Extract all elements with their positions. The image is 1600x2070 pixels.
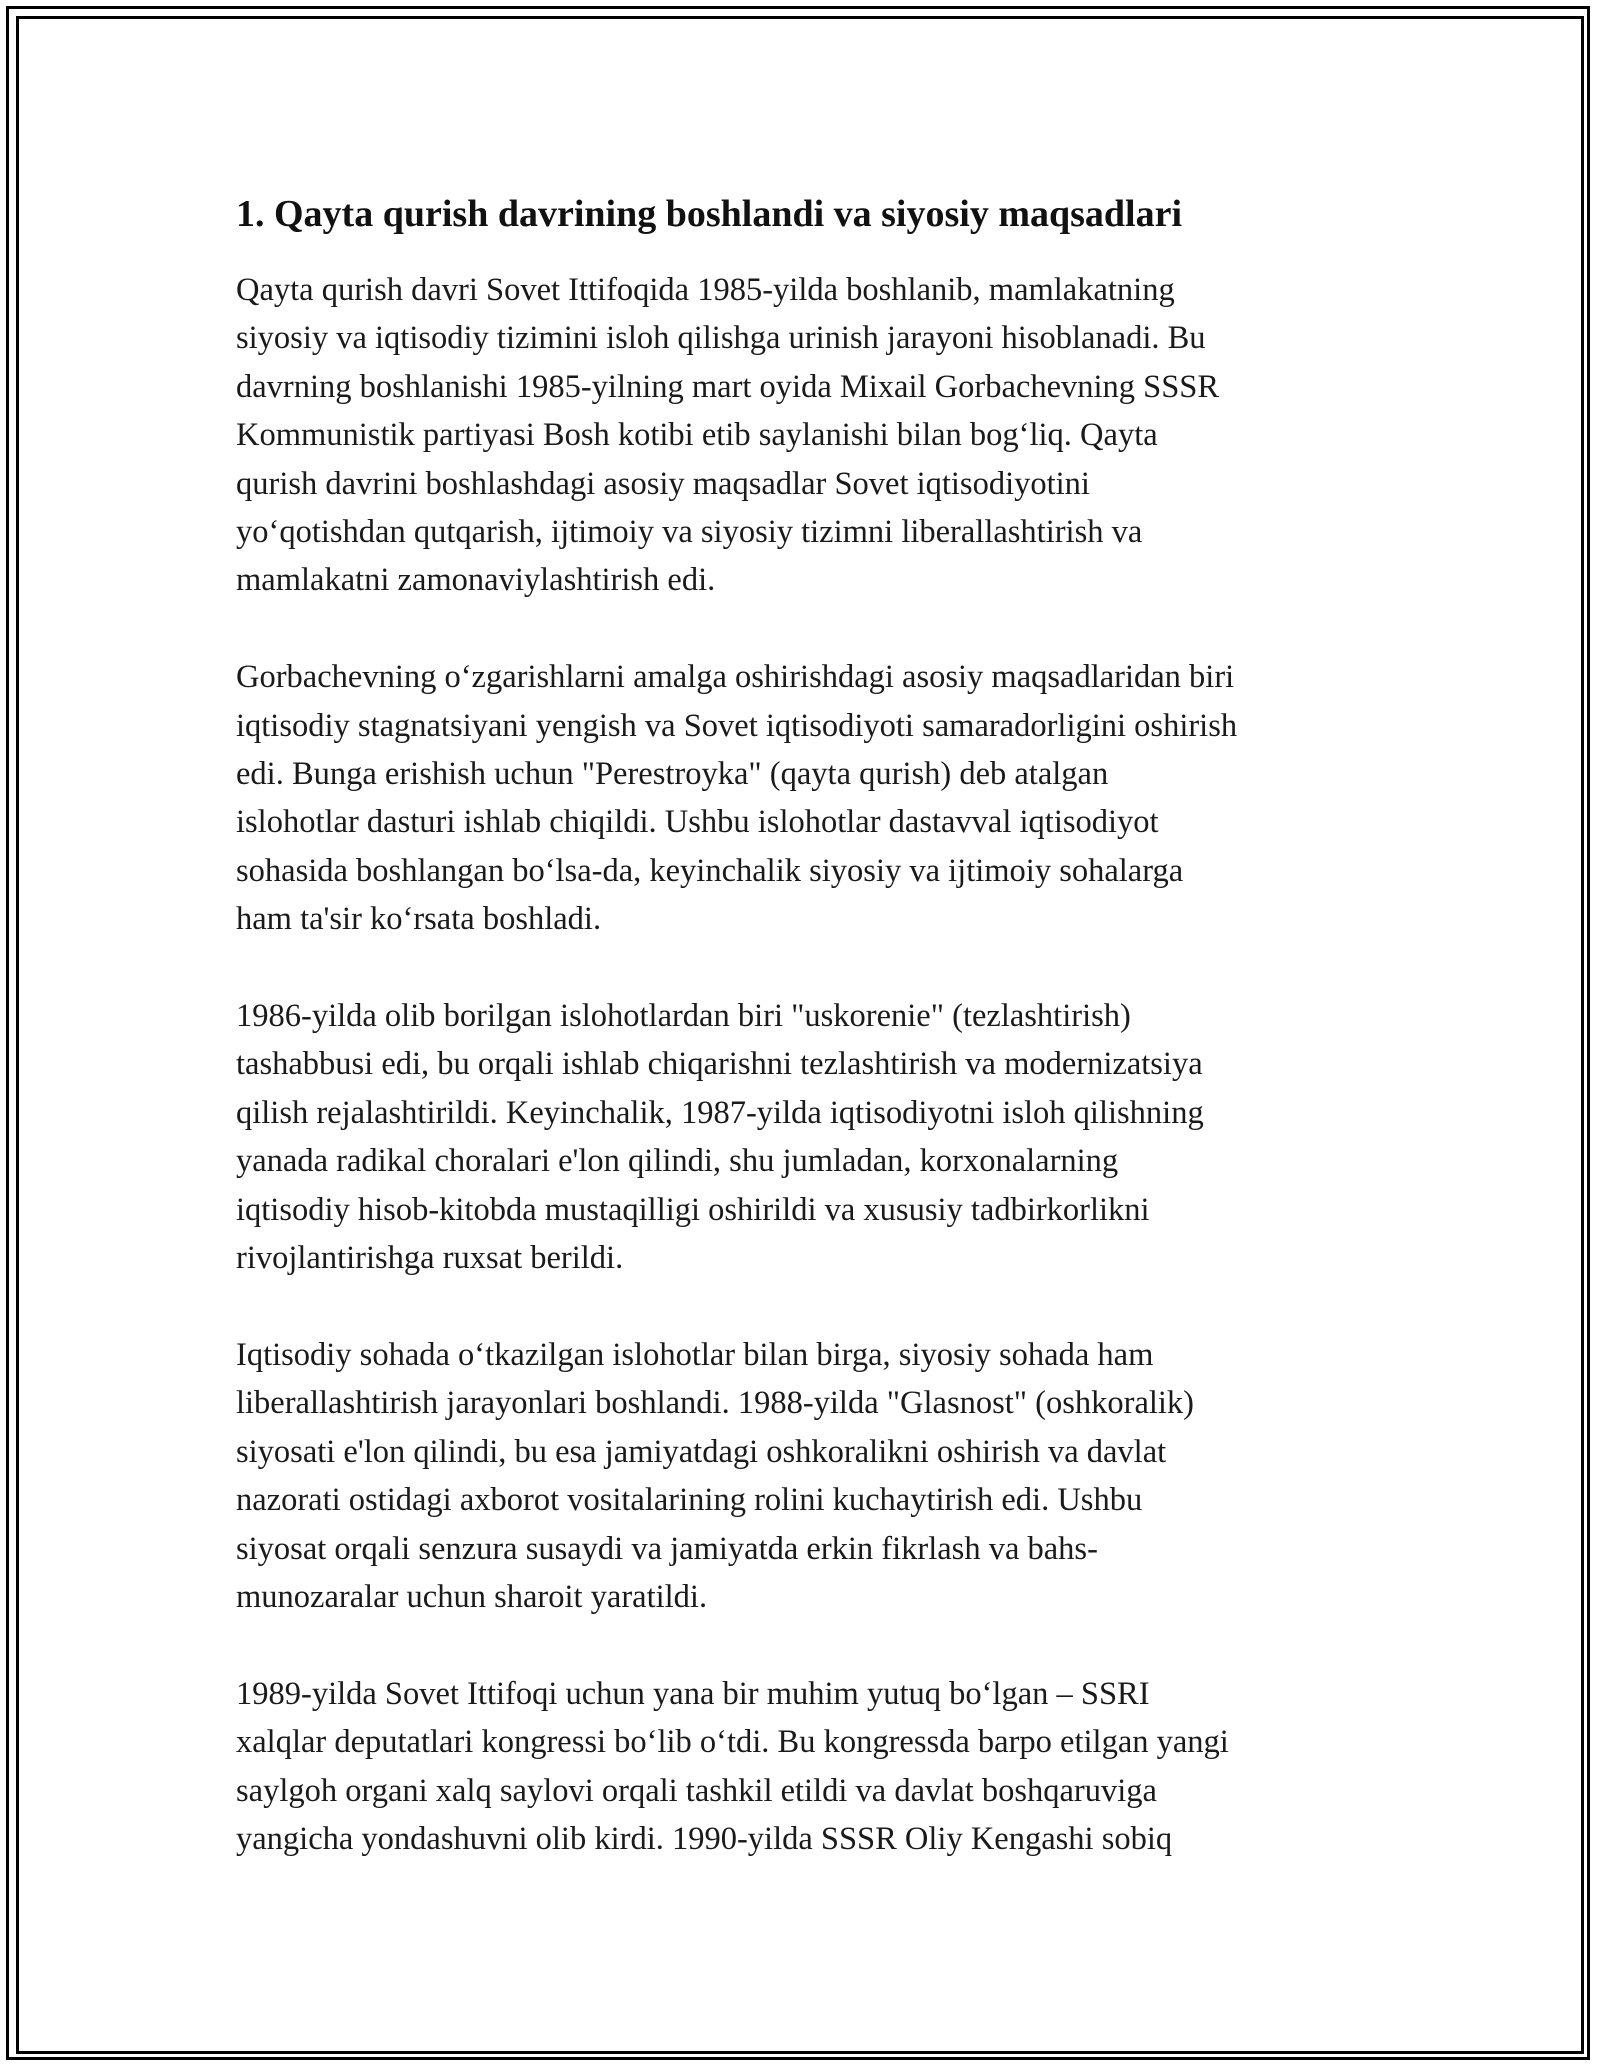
paragraph-4	[236, 1331, 1376, 1621]
section-heading: 1. Qayta qurish davrining boshlandi va siyosiy maqsadlari	[236, 193, 1183, 235]
text-line: 1986-yilda olib borilgan islohotlardan biri "uskorenie" (tezlashtirish)	[236, 998, 1131, 1035]
text-line: ham ta'sir ko‘rsata boshladi.	[236, 901, 602, 938]
text-line: Qayta qurish davri Sovet Ittifoqida 1985-yilda boshlanib, mamlakatning	[236, 272, 1175, 308]
text-line: yanada radikal choralari e'lon qilindi, shu jumladan, korxonalarning	[236, 1143, 1119, 1180]
text-line: sohasida boshlangan bo‘lsa-da, keyinchalik siyosiy va ijtimoiy sohalarga	[236, 852, 1184, 889]
text-line: siyosiy va iqtisodiy tizimini isloh qilishga urinish jarayoni hisoblanadi. Bu	[236, 320, 1206, 357]
text-line: mamlakatni zamonaviylashtirish edi.	[236, 562, 716, 599]
text-line: siyosat orqali senzura susaydi va jamiyatda erkin fikrlash va bahs-	[236, 1530, 1098, 1567]
paragraph-3	[236, 992, 1376, 1282]
text-line: islohotlar dasturi ishlab chiqildi. Ushbu islohotlar dastavval iqtisodiyot	[236, 804, 1159, 841]
text-line: davrning boshlanishi 1985-yilning mart oyida Mixail Gorbachevning SSSR	[236, 368, 1220, 405]
paragraph-1	[236, 266, 1376, 605]
text-line: tashabbusi edi, bu orqali ishlab chiqarishni tezlashtirish va modernizatsiya	[236, 1046, 1203, 1083]
text-line: yangicha yondashuvni olib kirdi. 1990-yilda SSSR Oliy Kengashi sobiq	[236, 1820, 1173, 1857]
text-line: 1989-yilda Sovet Ittifoqi uchun yana bir muhim yutuq bo‘lgan – SSRI	[236, 1675, 1150, 1712]
paragraph-5	[236, 1670, 1376, 1864]
text-line: liberallashtirish jarayonlari boshlandi. 1988-yilda "Glasnost" (oshkoralik)	[236, 1385, 1195, 1422]
text-line: qurish davrini boshlashdagi asosiy maqsadlar Sovet iqtisodiyotini	[236, 465, 1090, 502]
paragraph-2	[236, 653, 1376, 943]
document-body	[236, 188, 1376, 1912]
text-line: saylgoh organi xalq saylovi orqali tashkil etildi va davlat boshqaruviga	[236, 1772, 1157, 1809]
text-line: Iqtisodiy sohada o‘tkazilgan islohotlar bilan birga, siyosiy sohada ham	[236, 1336, 1154, 1373]
text-line: rivojlantirishga ruxsat berildi.	[236, 1240, 624, 1277]
text-line: munozaralar uchun sharoit yaratildi.	[236, 1578, 708, 1615]
text-line: xalqlar deputatlari kongressi bo‘lib o‘tdi. Bu kongressda barpo etilgan yangi	[236, 1724, 1229, 1761]
text-line: yo‘qotishdan qutqarish, ijtimoiy va siyosiy tizimni liberallashtirish va	[236, 514, 1143, 551]
text-line: Gorbachevning o‘zgarishlarni amalga oshirishdagi asosiy maqsadlaridan biri	[236, 659, 1235, 696]
text-line: iqtisodiy hisob-kitobda mustaqilligi oshirildi va xususiy tadbirkorlikni	[236, 1191, 1150, 1228]
text-line: siyosati e'lon qilindi, bu esa jamiyatdagi oshkoralikni oshirish va davlat	[236, 1433, 1167, 1470]
text-line: iqtisodiy stagnatsiyani yengish va Sovet iqtisodiyoti samaradorligini oshirish	[236, 707, 1238, 744]
text-line: Kommunistik partiyasi Bosh kotibi etib saylanishi bilan bog‘liq. Qayta	[236, 417, 1158, 454]
text-line: nazorati ostidagi axborot vositalarining rolini kuchaytirish edi. Ushbu	[236, 1482, 1143, 1519]
text-line: edi. Bunga erishish uchun "Perestroyka" (qayta qurish) deb atalgan	[236, 756, 1109, 793]
text-line: qilish rejalashtirildi. Keyinchalik, 1987-yilda iqtisodiyotni isloh qilishning	[236, 1094, 1204, 1131]
